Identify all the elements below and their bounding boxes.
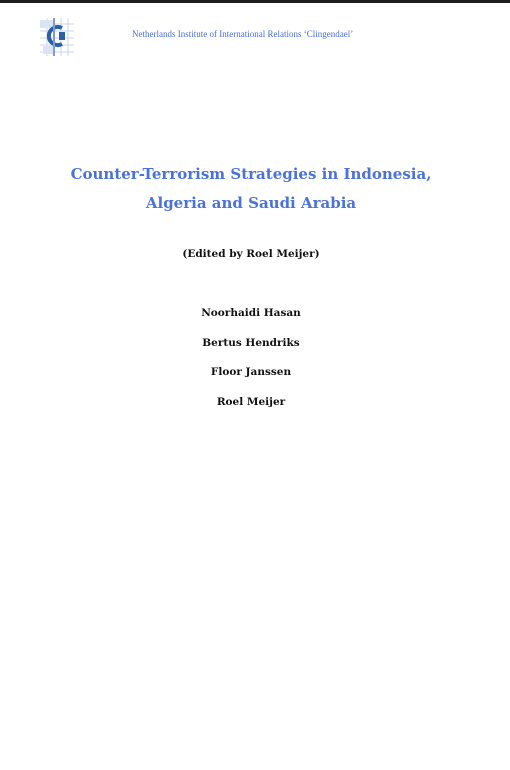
document-title	[0, 160, 502, 218]
editor-credit: (Edited by Roel Meijer)	[182, 248, 320, 260]
top-border	[0, 0, 510, 3]
title-line-1: Counter-Terrorism Strategies in Indonesia,	[70, 165, 432, 183]
author-name: Floor Janssen	[210, 366, 292, 378]
author-name: Bertus Hendriks	[202, 336, 300, 349]
author-name: Roel Meijer	[216, 395, 286, 408]
title-line-2: Algeria and Saudi Arabia	[145, 194, 357, 212]
institute-name: Netherlands Institute of International Relations ‘Clingendael’	[132, 29, 354, 39]
author-name: Noorhaidi Hasan	[201, 307, 301, 319]
clingendael-logo-icon	[40, 18, 74, 56]
author-list	[0, 305, 502, 423]
